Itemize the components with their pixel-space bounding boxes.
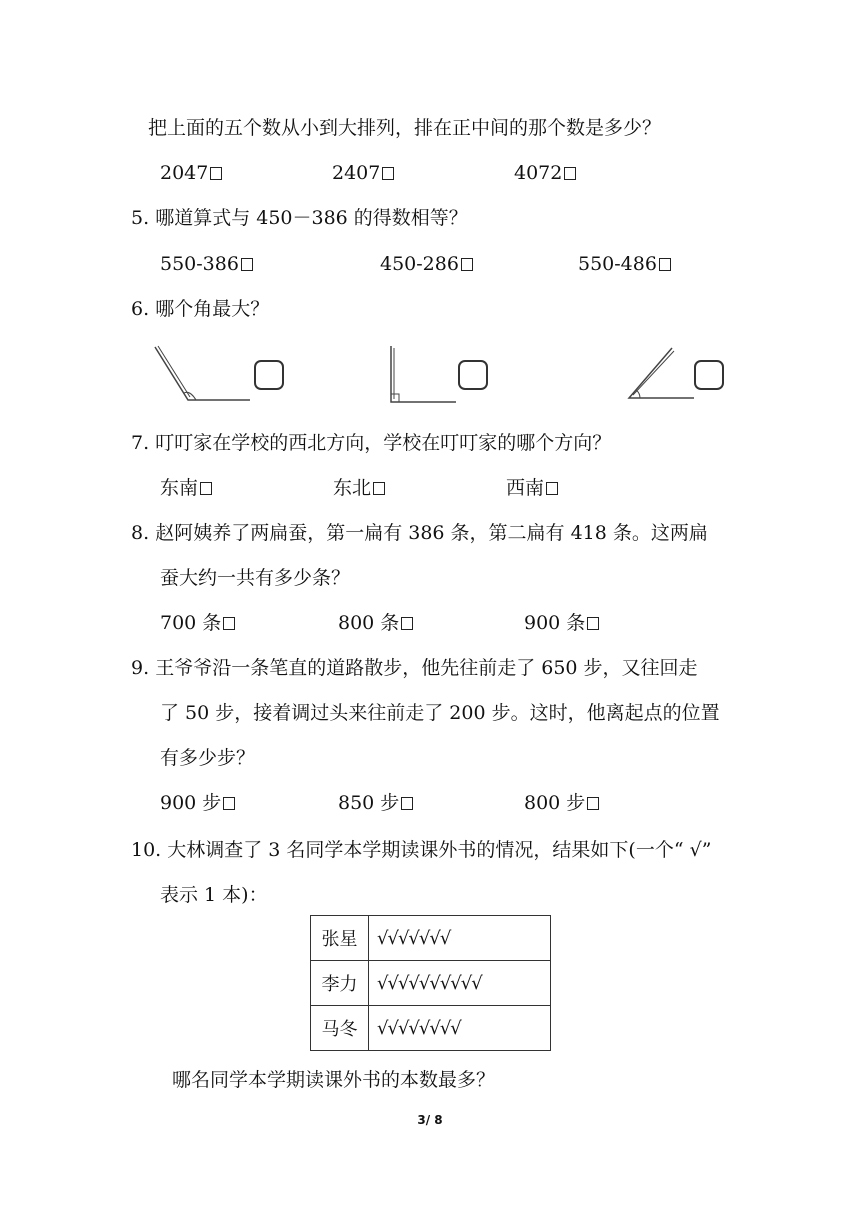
question-text-line-1: 大林调查了 3 名同学本学期读课外书的情况，结果如下(一个“ √” xyxy=(167,839,712,861)
checkbox[interactable] xyxy=(401,617,413,630)
checkbox[interactable] xyxy=(382,167,394,180)
q8-option-1[interactable] xyxy=(160,611,235,635)
question-9-line-3: 有多少步？ xyxy=(160,747,256,769)
angle-3-answer-box[interactable] xyxy=(694,360,724,390)
question-number: 5. xyxy=(131,207,150,229)
q9-option-3[interactable] xyxy=(524,791,599,815)
checkbox[interactable] xyxy=(401,797,413,810)
question-6 xyxy=(131,297,269,321)
checkbox[interactable] xyxy=(223,617,235,630)
q4-option-2[interactable] xyxy=(332,161,394,185)
q7-option-2[interactable] xyxy=(333,476,385,500)
question-7 xyxy=(131,431,611,455)
tally-marks: √√√√√√√√ xyxy=(369,1006,551,1051)
q4-option-3[interactable] xyxy=(514,161,576,185)
q9-option-1[interactable] xyxy=(160,791,235,815)
q5-option-3[interactable] xyxy=(578,252,671,276)
question-text: 哪道算式与 450－386 的得数相等？ xyxy=(155,207,468,229)
checkbox[interactable] xyxy=(587,797,599,810)
option-label: 850 步 xyxy=(338,792,400,814)
option-label: 900 条 xyxy=(524,612,586,634)
angle-2-answer-box[interactable] xyxy=(458,360,488,390)
tally-marks: √√√√√√√√√√ xyxy=(369,961,551,1006)
question-number: 8. xyxy=(131,522,150,544)
question-8 xyxy=(131,521,708,545)
question-text: 叮叮家在学校的西北方向，学校在叮叮家的哪个方向？ xyxy=(155,432,612,454)
option-label: 800 条 xyxy=(338,612,400,634)
question-number: 10. xyxy=(131,839,162,861)
option-label: 550-486 xyxy=(578,253,657,275)
checkbox[interactable] xyxy=(546,482,558,495)
acute-angle-figure xyxy=(624,342,699,407)
option-label: 450-286 xyxy=(380,253,459,275)
right-angle-figure xyxy=(386,342,466,407)
q5-option-2[interactable] xyxy=(380,252,473,276)
table-row xyxy=(311,961,551,1006)
option-label: 700 条 xyxy=(160,612,222,634)
question-number: 9. xyxy=(131,657,150,679)
option-label: 550-386 xyxy=(160,253,239,275)
q5-option-1[interactable] xyxy=(160,252,253,276)
question-10-line-2: 表示 1 本)： xyxy=(160,884,268,906)
option-label: 西南 xyxy=(506,477,545,499)
obtuse-angle-figure xyxy=(150,342,260,407)
option-label: 东南 xyxy=(160,477,199,499)
option-label: 900 步 xyxy=(160,792,222,814)
tally-marks: √√√√√√√ xyxy=(369,916,551,961)
checkbox[interactable] xyxy=(223,797,235,810)
q8-option-2[interactable] xyxy=(338,611,413,635)
student-name: 李力 xyxy=(311,961,369,1006)
intro-question: 把上面的五个数从小到大排列，排在正中间的那个数是多少？ xyxy=(148,117,662,139)
checkbox[interactable] xyxy=(373,482,385,495)
question-text-line-1: 赵阿姨养了两扁蚕，第一扁有 386 条，第二扁有 418 条。这两扁 xyxy=(155,522,708,544)
option-label: 800 步 xyxy=(524,792,586,814)
question-10-sub-question: 哪名同学本学期读课外书的本数最多？ xyxy=(172,1069,496,1091)
table-row xyxy=(311,916,551,961)
option-label: 2047 xyxy=(160,162,209,184)
q4-option-1[interactable] xyxy=(160,161,222,185)
question-text-line-1: 王爷爷沿一条笔直的道路散步，他先往前走了 650 步，又往回走 xyxy=(155,657,698,679)
angle-1-answer-box[interactable] xyxy=(254,360,284,390)
q7-option-1[interactable] xyxy=(160,476,212,500)
option-label: 东北 xyxy=(333,477,372,499)
checkbox[interactable] xyxy=(587,617,599,630)
question-9 xyxy=(131,656,698,680)
q9-option-2[interactable] xyxy=(338,791,413,815)
page-number: 3/ 8 xyxy=(417,1113,443,1127)
q7-option-3[interactable] xyxy=(506,476,558,500)
checkbox[interactable] xyxy=(200,482,212,495)
option-label: 2407 xyxy=(332,162,381,184)
question-5 xyxy=(131,206,468,230)
question-number: 6. xyxy=(131,298,150,320)
option-label: 4072 xyxy=(514,162,563,184)
checkbox[interactable] xyxy=(564,167,576,180)
question-number: 7. xyxy=(131,432,150,454)
checkbox[interactable] xyxy=(210,167,222,180)
question-9-line-2: 了 50 步，接着调过头来往前走了 200 步。这时，他离起点的位置 xyxy=(160,702,720,724)
reading-tally-table xyxy=(310,915,551,1051)
table-row xyxy=(311,1006,551,1051)
student-name: 张星 xyxy=(311,916,369,961)
question-10 xyxy=(131,838,711,862)
question-8-line-2: 蚕大约一共有多少条？ xyxy=(160,567,351,589)
question-text: 哪个角最大？ xyxy=(155,298,270,320)
checkbox[interactable] xyxy=(461,258,473,271)
checkbox[interactable] xyxy=(241,258,253,271)
q8-option-3[interactable] xyxy=(524,611,599,635)
checkbox[interactable] xyxy=(659,258,671,271)
student-name: 马冬 xyxy=(311,1006,369,1051)
